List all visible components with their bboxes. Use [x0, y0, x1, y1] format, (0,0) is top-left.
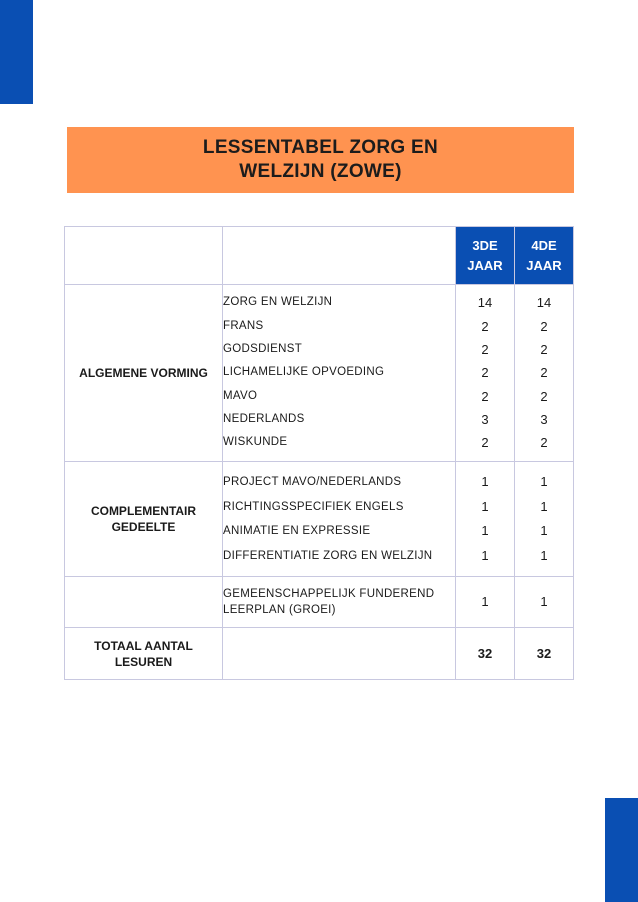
- hours-value: 1: [540, 547, 548, 563]
- hours-value: 2: [481, 342, 489, 358]
- hours-value: 14: [477, 295, 493, 311]
- hours-value: 1: [481, 498, 489, 514]
- subject-name: MAVO: [223, 389, 258, 402]
- hours-value: 1: [481, 474, 489, 489]
- group-label-line2: GEDEELTE: [111, 520, 176, 534]
- subject-list: [223, 577, 456, 628]
- title-line-2: WELZIJN (ZOWE): [239, 161, 402, 182]
- hours-value: 1: [540, 523, 548, 538]
- hours-value: 2: [481, 318, 489, 334]
- page-title: [67, 127, 574, 193]
- group-label: ALGEMENE VORMING: [65, 285, 223, 462]
- subject-name: WISKUNDE: [223, 436, 288, 449]
- subject-name: DIFFERENTIATIE ZORG EN WELZIJN: [223, 549, 433, 562]
- header-year-3-line1: 3DE: [472, 237, 498, 253]
- hours-value: 2: [540, 435, 548, 451]
- hours-value: 2: [481, 388, 489, 404]
- total-year-4: 32: [515, 628, 574, 680]
- group-label-empty: [65, 577, 223, 628]
- header-year-4: [515, 227, 574, 285]
- subject-name: PROJECT MAVO/NEDERLANDS: [223, 476, 402, 488]
- hours-value: 2: [540, 388, 548, 404]
- top-left-accent-bar: [0, 0, 33, 104]
- group-label: [65, 462, 223, 577]
- hours-value: 1: [540, 498, 548, 514]
- lessentabel: [64, 226, 574, 680]
- subject-name: LICHAMELIJKE OPVOEDING: [223, 366, 385, 379]
- total-empty: [223, 628, 456, 680]
- hours-value: 2: [540, 318, 548, 334]
- hours-value: 3: [481, 411, 489, 427]
- subject-name: RICHTINGSSPECIFIEK ENGELS: [223, 500, 404, 513]
- title-line-1: LESSENTABEL ZORG EN: [202, 137, 439, 158]
- subject-list: [223, 462, 456, 577]
- hours-year-4: [515, 285, 574, 462]
- bottom-right-accent-bar: [605, 798, 638, 902]
- hours-value: 2: [481, 435, 489, 451]
- subject-list: [223, 285, 456, 462]
- subject-name: NEDERLANDS: [223, 412, 305, 425]
- subject-name: GEMEENSCHAPPELIJK FUNDEREND LEERPLAN (GROEI): [223, 588, 435, 616]
- group-row-groei: [65, 577, 574, 628]
- subject-name: ZORG EN WELZIJN: [223, 296, 333, 309]
- group-row-complementair: [65, 462, 574, 577]
- hours-value: 1: [540, 594, 548, 610]
- hours-value: 1: [481, 547, 489, 563]
- hours-year-3: [456, 285, 515, 462]
- hours-year-3: [456, 462, 515, 577]
- total-row: [65, 628, 574, 680]
- hours-value: 2: [481, 365, 489, 381]
- hours-year-4: [515, 462, 574, 577]
- group-row-algemene-vorming: [65, 285, 574, 462]
- header-year-4-line2: JAAR: [526, 257, 562, 273]
- header-year-3: [456, 227, 515, 285]
- subject-name: GODSDIENST: [223, 343, 303, 356]
- group-label-line1: COMPLEMENTAIR: [90, 504, 197, 518]
- hours-value: 1: [540, 474, 548, 489]
- hours-value: 3: [540, 411, 548, 427]
- header-year-4-line1: 4DE: [531, 237, 557, 253]
- hours-value: 2: [540, 365, 548, 381]
- total-label-line1: TOTAAL AANTAL: [94, 638, 193, 653]
- header-empty-subject: [223, 227, 456, 285]
- header-year-3-line2: JAAR: [467, 257, 503, 273]
- subject-name: FRANS: [223, 319, 264, 332]
- hours-year-3: [456, 577, 515, 628]
- hours-year-4: [515, 577, 574, 628]
- total-label-line2: LESUREN: [114, 654, 173, 669]
- total-label: [65, 628, 223, 680]
- hours-value: 1: [481, 523, 489, 538]
- subject-name: ANIMATIE EN EXPRESSIE: [223, 525, 371, 537]
- hours-value: 14: [536, 295, 552, 311]
- total-year-3: 32: [456, 628, 515, 680]
- header-empty-group: [65, 227, 223, 285]
- header-row: [65, 227, 574, 285]
- hours-value: 2: [540, 342, 548, 358]
- hours-value: 1: [481, 594, 489, 610]
